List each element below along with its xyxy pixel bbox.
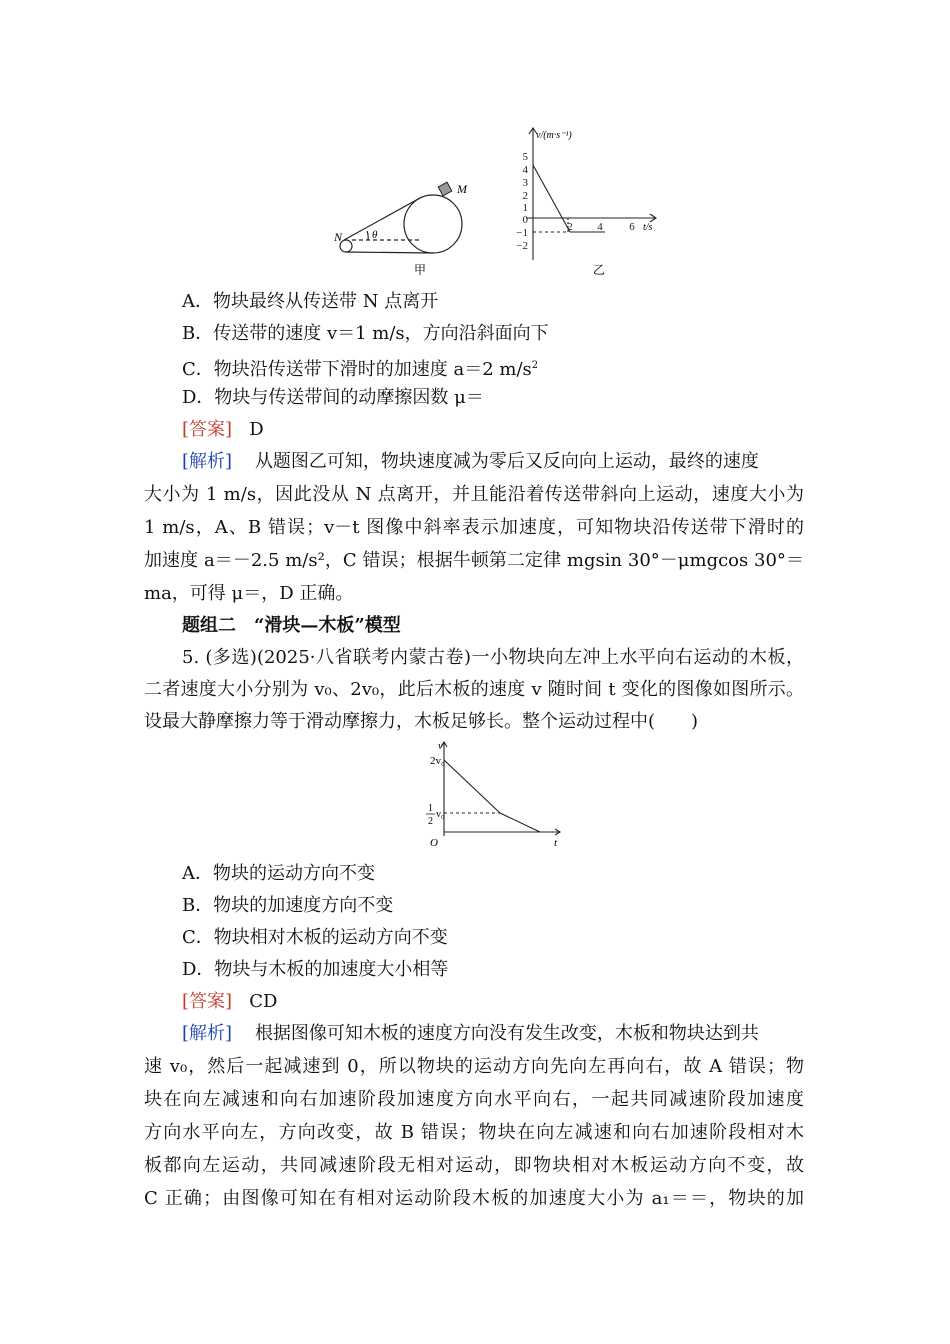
q5-analysis-line-4: 方向水平向左，方向改变，故 B 错误；物块在向左减速和向右加速阶段相对木 xyxy=(144,1122,804,1143)
q4-option-c-sup: 2 xyxy=(531,360,539,371)
graph-label-half-num: 1 xyxy=(428,803,433,814)
q4-analysis-line-1 xyxy=(182,450,804,474)
block-M xyxy=(438,182,452,196)
q4-option-d: D．物块与传送带间的动摩擦因数 μ＝ xyxy=(182,387,484,408)
q4-analysis-line-3: 1 m/s，A、B 错误；v－t 图像中斜率表示加速度，可知物块沿传送带下滑时的 xyxy=(144,517,804,538)
x-tick-6: 6 xyxy=(629,221,635,233)
caption-right: 乙 xyxy=(593,263,606,277)
label-theta: θ xyxy=(372,229,378,241)
analysis-text: 从题图乙可知，物块速度减为零后又反向向上运动，最终的速度 xyxy=(254,451,759,472)
y-tick-1: 1 xyxy=(522,202,528,214)
q5-stem-line-2: 二者速度大小分别为 v₀、2v₀，此后木板的速度 v 随时间 t 变化的图像如图所示。 xyxy=(144,679,804,700)
analysis-tag: [解析] xyxy=(182,451,233,472)
q4-analysis-line-5: ma，可得 μ＝，D 正确。 xyxy=(144,583,354,604)
vt-graph-ticks xyxy=(516,151,528,252)
answer-value: D xyxy=(249,419,264,440)
x-tick-4: 4 xyxy=(597,221,603,233)
axis-x-label: t/s xyxy=(643,222,653,233)
q4-option-c xyxy=(182,354,538,382)
y-tick-5: 5 xyxy=(522,151,528,163)
graph-axis-v: v xyxy=(438,740,443,752)
y-tick-0: 0 xyxy=(522,214,528,226)
q5-option-b: B．物块的加速度方向不变 xyxy=(182,895,394,916)
label-M: M xyxy=(457,182,467,196)
figure-belt-and-vt-graph xyxy=(330,120,670,285)
x-tick-2: 2 xyxy=(567,221,573,233)
vt-graph xyxy=(526,128,656,260)
q4-answer xyxy=(182,418,264,442)
y-tick-neg1: −1 xyxy=(516,227,528,239)
graph-axis-t: t xyxy=(554,837,558,849)
answer-value: CD xyxy=(249,991,278,1012)
q4-analysis-line-2: 大小为 1 m/s，因此没从 N 点离开，并且能沿着传送带斜向上运动，速度大小为 xyxy=(144,484,804,505)
y-tick-neg2: −2 xyxy=(516,240,528,252)
q4-option-a: A．物块最终从传送带 N 点离开 xyxy=(182,291,439,312)
q5-stem-line-1: 5. (多选)(2025·八省联考内蒙古卷)一小物块向左冲上水平向右运动的木板， xyxy=(182,647,804,668)
group2-title: 题组二 “滑块—木板”模型 xyxy=(182,615,401,636)
answer-tag: [答案] xyxy=(182,419,233,440)
graph-label-half-den: 2 xyxy=(428,816,433,827)
graph-origin: O xyxy=(430,837,438,849)
axis-y-label: v/(m·s⁻¹) xyxy=(536,130,572,141)
analysis-text: 根据图像可知木板的速度方向没有发生改变，木板和物块达到共 xyxy=(254,1023,759,1044)
q5-answer xyxy=(182,990,277,1014)
q5-analysis-line-1 xyxy=(182,1022,804,1046)
q5-analysis-line-6: C 正确；由图像可知在有相对运动阶段木板的加速度大小为 a₁＝＝，物块的加 xyxy=(144,1188,804,1209)
q5-analysis-line-2: 速 v₀，然后一起减速到 0，所以物块的运动方向先向左再向右，故 A 错误；物 xyxy=(144,1056,804,1077)
answer-tag: [答案] xyxy=(182,991,233,1012)
conveyor-diagram xyxy=(340,195,462,253)
q4-option-b: B．传送带的速度 v＝1 m/s，方向沿斜面向下 xyxy=(182,323,549,344)
figure-board-vt-graph xyxy=(408,738,578,853)
q5-option-a: A．物块的运动方向不变 xyxy=(182,863,375,884)
graph-label-v0: v₀ xyxy=(436,809,445,820)
q5-analysis-line-3: 块在向左减速和向右加速阶段加速度方向水平向右，一起共同减速阶段加速度 xyxy=(144,1089,804,1110)
q5-analysis-line-5: 板都向左运动，共同减速阶段无相对运动，即物块相对木板运动方向不变，故 xyxy=(144,1155,804,1176)
vt-graph-xticks xyxy=(567,221,635,233)
y-tick-3: 3 xyxy=(522,177,528,189)
q5-option-c: C．物块相对木板的运动方向不变 xyxy=(182,927,448,948)
caption-left: 甲 xyxy=(414,263,427,277)
analysis-tag: [解析] xyxy=(182,1023,233,1044)
label-N: N xyxy=(334,230,343,244)
q5-stem-line-3: 设最大静摩擦力等于滑动摩擦力，木板足够长。整个运动过程中( ) xyxy=(144,711,699,732)
q4-option-c-text: C．物块沿传送带下滑时的加速度 a＝2 m/s xyxy=(182,359,532,380)
y-tick-2: 2 xyxy=(522,190,528,202)
graph-label-2v0: 2v₀ xyxy=(430,755,445,767)
y-tick-4: 4 xyxy=(522,164,528,176)
q5-option-d: D．物块与木板的加速度大小相等 xyxy=(182,959,449,980)
q4-analysis-line-4: 加速度 a＝－2.5 m/s²，C 错误；根据牛顿第二定律 mgsin 30°－μmgcos 30°＝ xyxy=(144,550,804,571)
